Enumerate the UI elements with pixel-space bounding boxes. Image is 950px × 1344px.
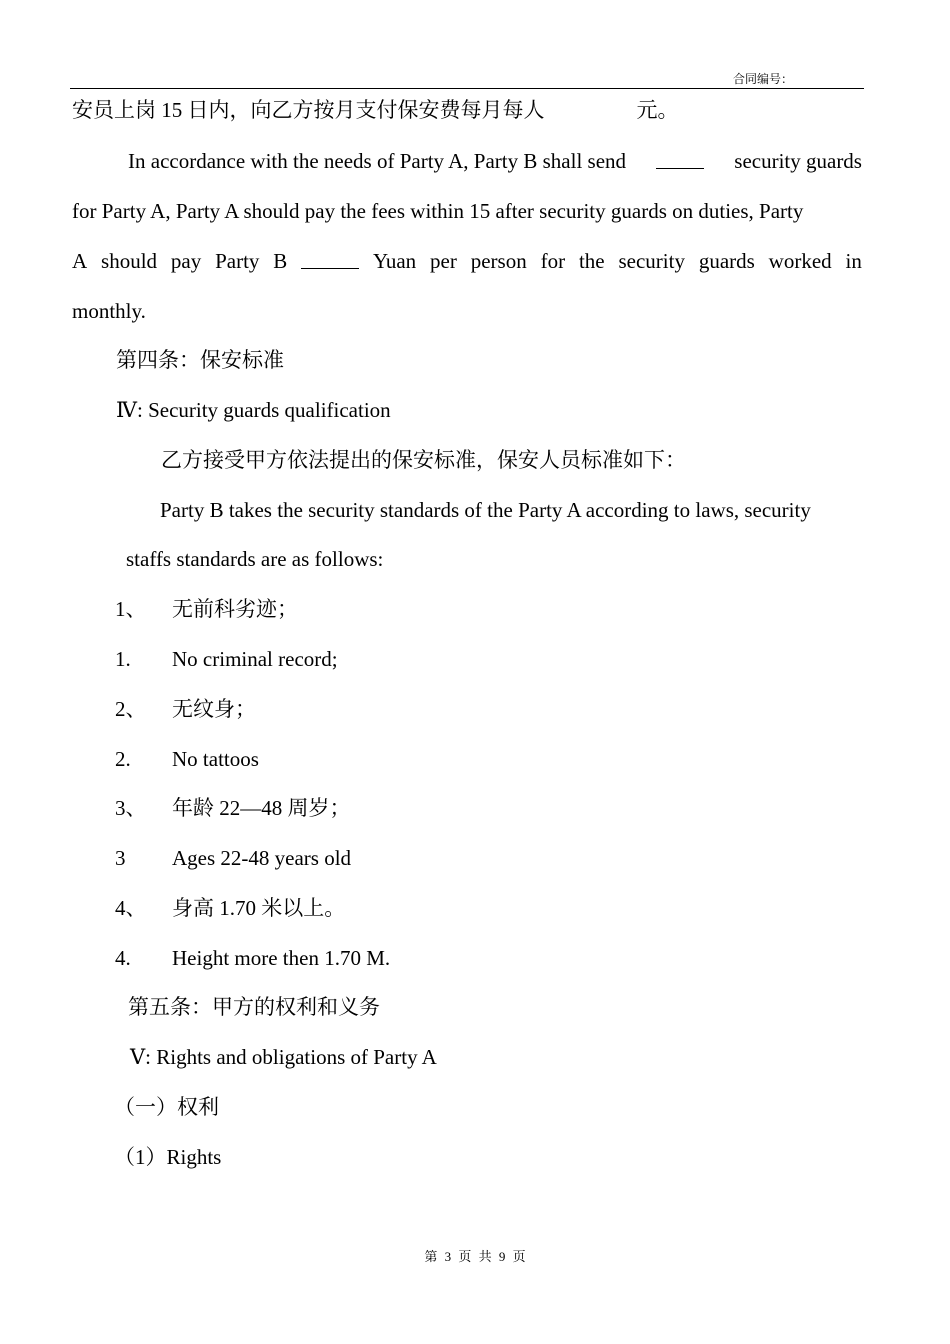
guards-count-blank: [656, 148, 704, 169]
list-item-number: 4.: [115, 946, 131, 970]
contract-number-label: 合同编号：: [733, 72, 794, 86]
fee-sentence-cn-part2: 元。: [636, 98, 679, 122]
en-para1-line1-a: In accordance with the needs of Party A, Party B shall send: [128, 149, 627, 173]
footer-page-number: 3: [444, 1249, 452, 1264]
word: in: [845, 249, 862, 273]
list-item-number: 3: [115, 846, 126, 870]
word: worked: [768, 249, 832, 273]
word: for: [540, 249, 566, 273]
list-item-text: 身高 1.70 米以上。: [172, 896, 346, 920]
en-para1-line4: monthly.: [72, 299, 146, 323]
word: A: [72, 249, 88, 273]
rights-subheading-cn: （一）权利: [114, 1095, 219, 1119]
rights-subheading-en: （1）Rights: [114, 1145, 222, 1169]
word: should: [101, 249, 158, 273]
list-item-text: Height more then 1.70 M.: [172, 946, 391, 970]
standards-intro-en-line2: staffs standards are as follows:: [126, 547, 384, 571]
footer-prefix: 第: [424, 1249, 438, 1264]
fee-sentence-cn: [72, 97, 679, 123]
list-item-text: 无纹身；: [172, 697, 256, 721]
en-para1-line1-b: security guards: [734, 149, 862, 173]
list-item-text: 无前科劣迹；: [172, 597, 298, 621]
en-para1-line1: [128, 148, 862, 174]
word: security: [618, 249, 685, 273]
article5-title-en: Ⅴ: Rights and obligations of Party A: [130, 1045, 437, 1069]
word: person: [470, 249, 527, 273]
en-para1-line2: for Party A, Party A should pay the fees within 15 after security guards on duties, Party: [72, 199, 804, 223]
footer-total-pages: 9: [498, 1249, 506, 1264]
fee-sentence-cn-part1: 安员上岗 15 日内，向乙方按月支付保安费每月每人: [72, 98, 545, 122]
word: pay: [170, 249, 202, 273]
list-item-text: 年龄 22—48 周岁；: [172, 796, 351, 820]
page-footer: [0, 1249, 950, 1265]
footer-suffix: 页: [512, 1249, 526, 1264]
word: guards: [698, 249, 755, 273]
header-rule: [70, 88, 864, 89]
word: B: [273, 249, 288, 273]
article4-title-en: Ⅳ: Security guards qualification: [116, 398, 391, 422]
list-item-number: 4、: [115, 896, 147, 920]
list-item-number: 1、: [115, 597, 147, 621]
word: the: [578, 249, 605, 273]
list-item-text: No tattoos: [172, 747, 259, 771]
fee-amount-blank: [301, 248, 359, 269]
word: per: [430, 249, 457, 273]
article5-title-cn: 第五条：甲方的权利和义务: [128, 995, 380, 1019]
list-item-number: 2、: [115, 697, 147, 721]
standards-intro-cn: 乙方接受甲方依法提出的保安标准，保安人员标准如下：: [161, 448, 686, 472]
footer-total-label: 共: [478, 1249, 492, 1264]
list-item-number: 2.: [115, 747, 131, 771]
footer-page-label: 页: [458, 1249, 472, 1264]
list-item-text: Ages 22-48 years old: [172, 846, 352, 870]
list-item-text: No criminal record;: [172, 647, 338, 671]
word: Yuan: [373, 249, 417, 273]
standards-intro-en-line1: Party B takes the security standards of the Party A according to laws, security: [160, 498, 811, 522]
list-item-number: 1.: [115, 647, 131, 671]
word: Party: [215, 249, 260, 273]
article4-title-cn: 第四条：保安标准: [116, 348, 284, 372]
en-para1-line3: [72, 248, 862, 274]
list-item-number: 3、: [115, 796, 147, 820]
